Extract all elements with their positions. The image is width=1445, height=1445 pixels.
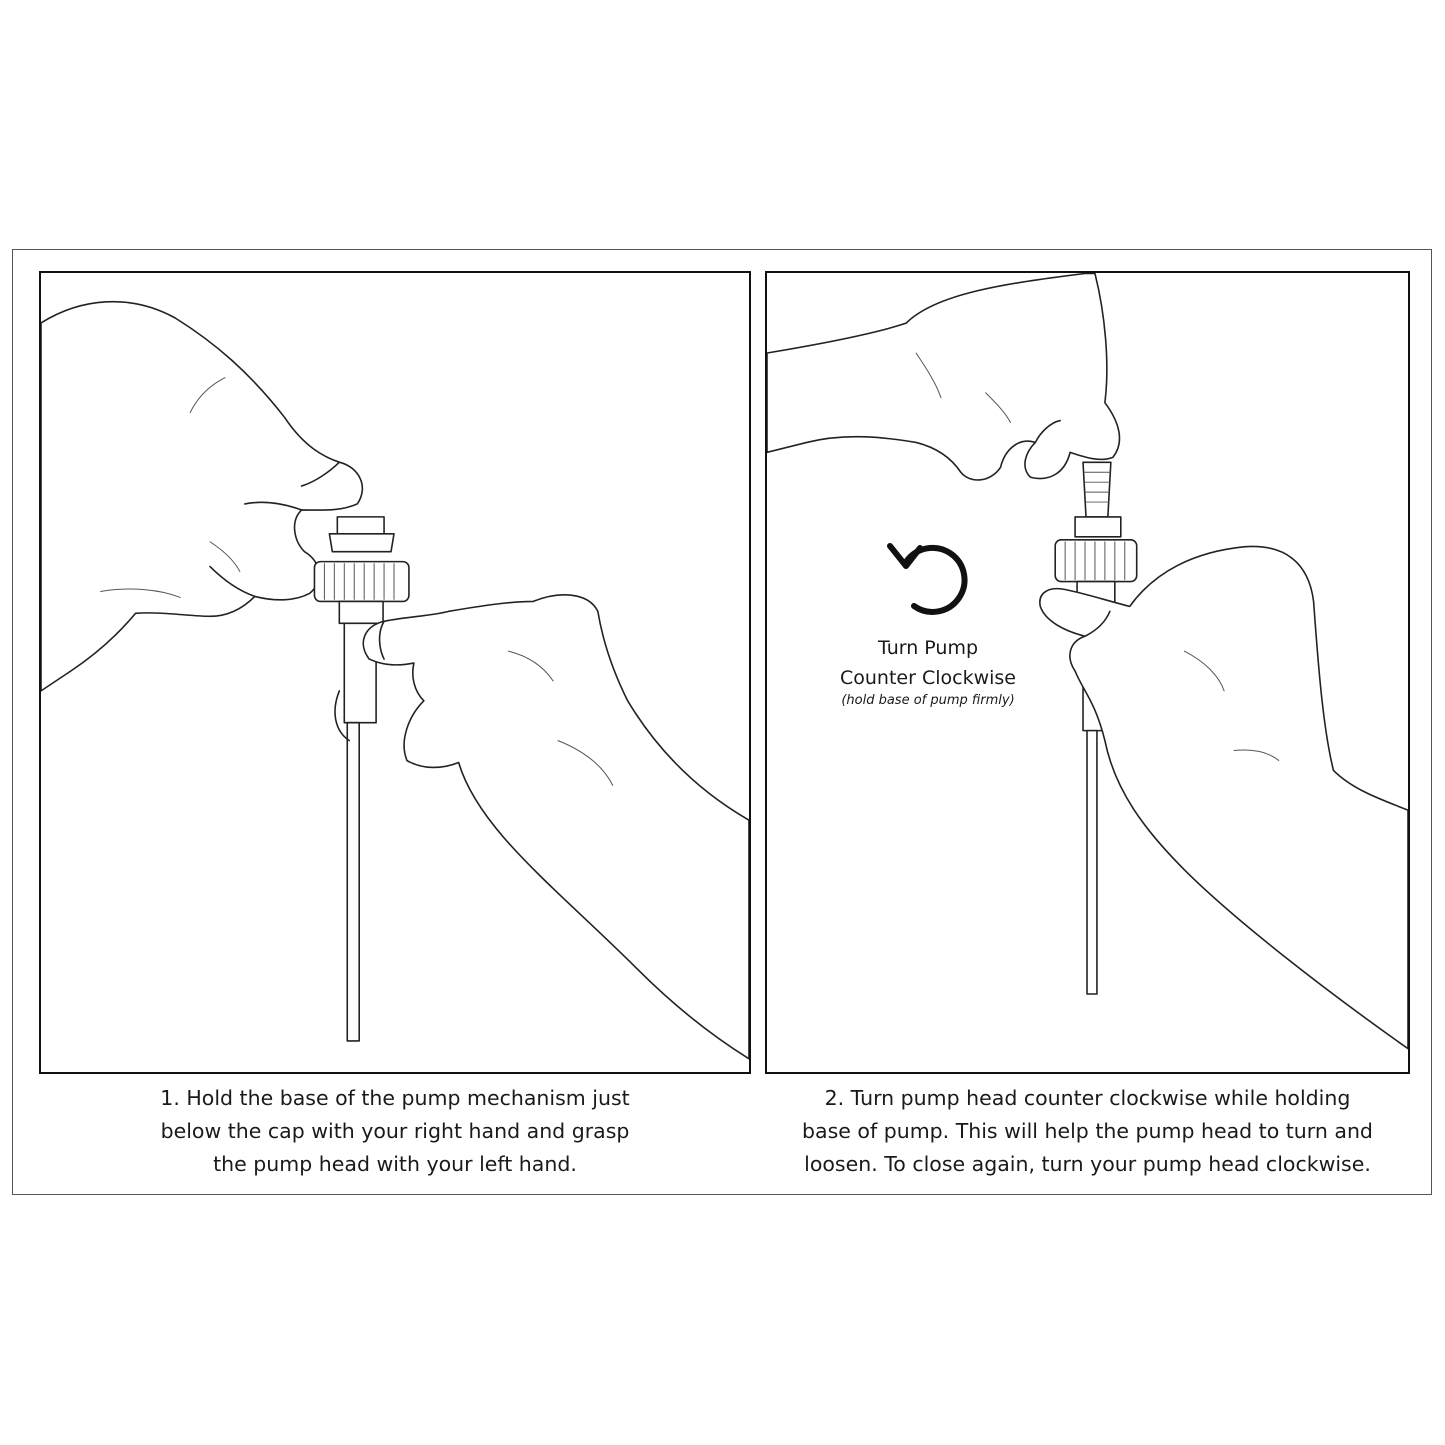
twisting-hand-drawing [767,273,1120,480]
step-1-illustration [39,271,751,1074]
step-1-caption: 1. Hold the base of the pump mechanism just below the cap with your right hand and grasp the pump head with your left hand. [160,1086,630,1176]
turn-instruction-note: (hold base of pump firmly) [841,693,1015,708]
pump-drawing [314,517,408,1041]
turn-instruction-label: Turn Pump Counter Clockwise [840,637,1016,689]
step-1-drawing [41,273,749,1072]
step-2-caption: 2. Turn pump head counter clockwise while holding base of pump. This will help the pump head to turn and loosen. To close again, turn your pump head clockwise. [802,1086,1373,1176]
left-hand-drawing [41,302,362,691]
counter-clockwise-arrow-icon [884,532,976,624]
right-hand-drawing [335,595,749,1059]
